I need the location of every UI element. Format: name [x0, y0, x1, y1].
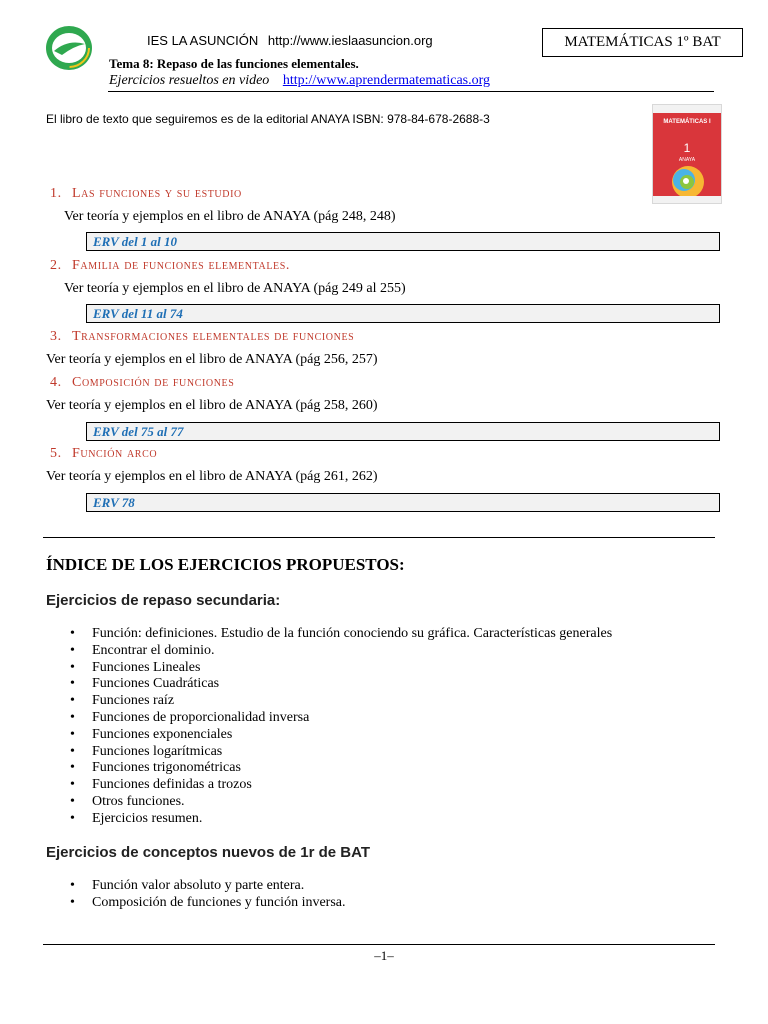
list-item: • Funciones exponenciales: [70, 727, 730, 744]
section-2-erv[interactable]: ERV del 11 al 74: [86, 304, 720, 323]
textbook-info: El libro de texto que seguiremos es de la editorial ANAYA ISBN: 978-84-678-2688-3: [46, 112, 490, 126]
list-item: • Funciones raíz: [70, 693, 730, 710]
video-label: Ejercicios resueltos en video: [109, 73, 270, 88]
school-name: IES LA ASUNCIÓN: [147, 33, 259, 48]
index-group-1-title: Ejercicios de repaso secundaria:: [46, 592, 281, 609]
section-3-title: 3. Transformaciones elementales de funciones: [50, 329, 355, 344]
list-item: • Funciones de proporcionalidad inversa: [70, 710, 730, 727]
index-group-2-title: Ejercicios de conceptos nuevos de 1r de BAT: [46, 844, 370, 861]
book-cover-title: MATEMÁTICAS I: [663, 119, 711, 125]
section-4-title: 4. Composición de funciones: [50, 375, 235, 390]
section-5-title: 5. Función arco: [50, 446, 158, 461]
list-item: • Funciones logarítmicas: [70, 744, 730, 761]
footer-divider: [43, 944, 715, 945]
topic-title: Tema 8: Repaso de las funciones elementales.: [109, 56, 359, 71]
video-link[interactable]: http://www.aprendermatematicas.org: [282, 73, 491, 88]
list-item: • Funciones definidas a trozos: [70, 777, 730, 794]
list-item: • Función valor absoluto y parte entera.: [70, 878, 730, 895]
list-item: • Funciones trigonométricas: [70, 760, 730, 777]
book-cover-spiral: [659, 160, 717, 198]
section-5-erv[interactable]: ERV 78: [86, 493, 720, 512]
page-number: –1–: [374, 948, 394, 963]
index-title: ÍNDICE DE LOS EJERCICIOS PROPUESTOS:: [46, 555, 405, 574]
section-1-erv[interactable]: ERV del 1 al 10: [86, 232, 720, 251]
section-2-body: Ver teoría y ejemplos en el libro de ANAYA (pág 249 al 255): [64, 281, 406, 296]
section-1-title: 1. Las funciones y su estudio: [50, 186, 242, 201]
list-item: • Composición de funciones y función inversa.: [70, 895, 730, 912]
list-item: • Encontrar el dominio.: [70, 643, 730, 660]
list-item: • Ejercicios resumen.: [70, 811, 730, 828]
section-4-erv[interactable]: ERV del 75 al 77: [86, 422, 720, 441]
school-url[interactable]: http://www.ieslaasuncion.org: [267, 33, 433, 48]
school-logo: [44, 24, 94, 72]
school-header: [147, 33, 433, 48]
book-cover-number: 1: [683, 141, 691, 155]
list-item: • Funciones Cuadráticas: [70, 676, 730, 693]
section-5-body: Ver teoría y ejemplos en el libro de ANAYA (pág 261, 262): [46, 469, 378, 484]
section-3-body: Ver teoría y ejemplos en el libro de ANAYA (pág 256, 257): [46, 352, 378, 367]
header-divider: [108, 91, 714, 92]
list-item: • Otros funciones.: [70, 794, 730, 811]
subject-box: MATEMÁTICAS 1º BAT: [542, 28, 743, 57]
index-group-1-list: [70, 626, 730, 828]
video-line: [109, 73, 490, 89]
index-group-2-list: [70, 878, 730, 912]
section-2-title: 2. Familia de funciones elementales.: [50, 258, 290, 273]
list-item: • Función: definiciones. Estudio de la función conociendo su gráfica. Características generales: [70, 626, 730, 643]
section-divider: [43, 537, 715, 538]
section-1-body: Ver teoría y ejemplos en el libro de ANAYA (pág 248, 248): [64, 209, 396, 224]
list-item: • Funciones Lineales: [70, 660, 730, 677]
section-4-body: Ver teoría y ejemplos en el libro de ANAYA (pág 258, 260): [46, 398, 378, 413]
book-cover-publisher: ANAYA: [678, 157, 696, 163]
book-cover-image: [652, 104, 722, 204]
